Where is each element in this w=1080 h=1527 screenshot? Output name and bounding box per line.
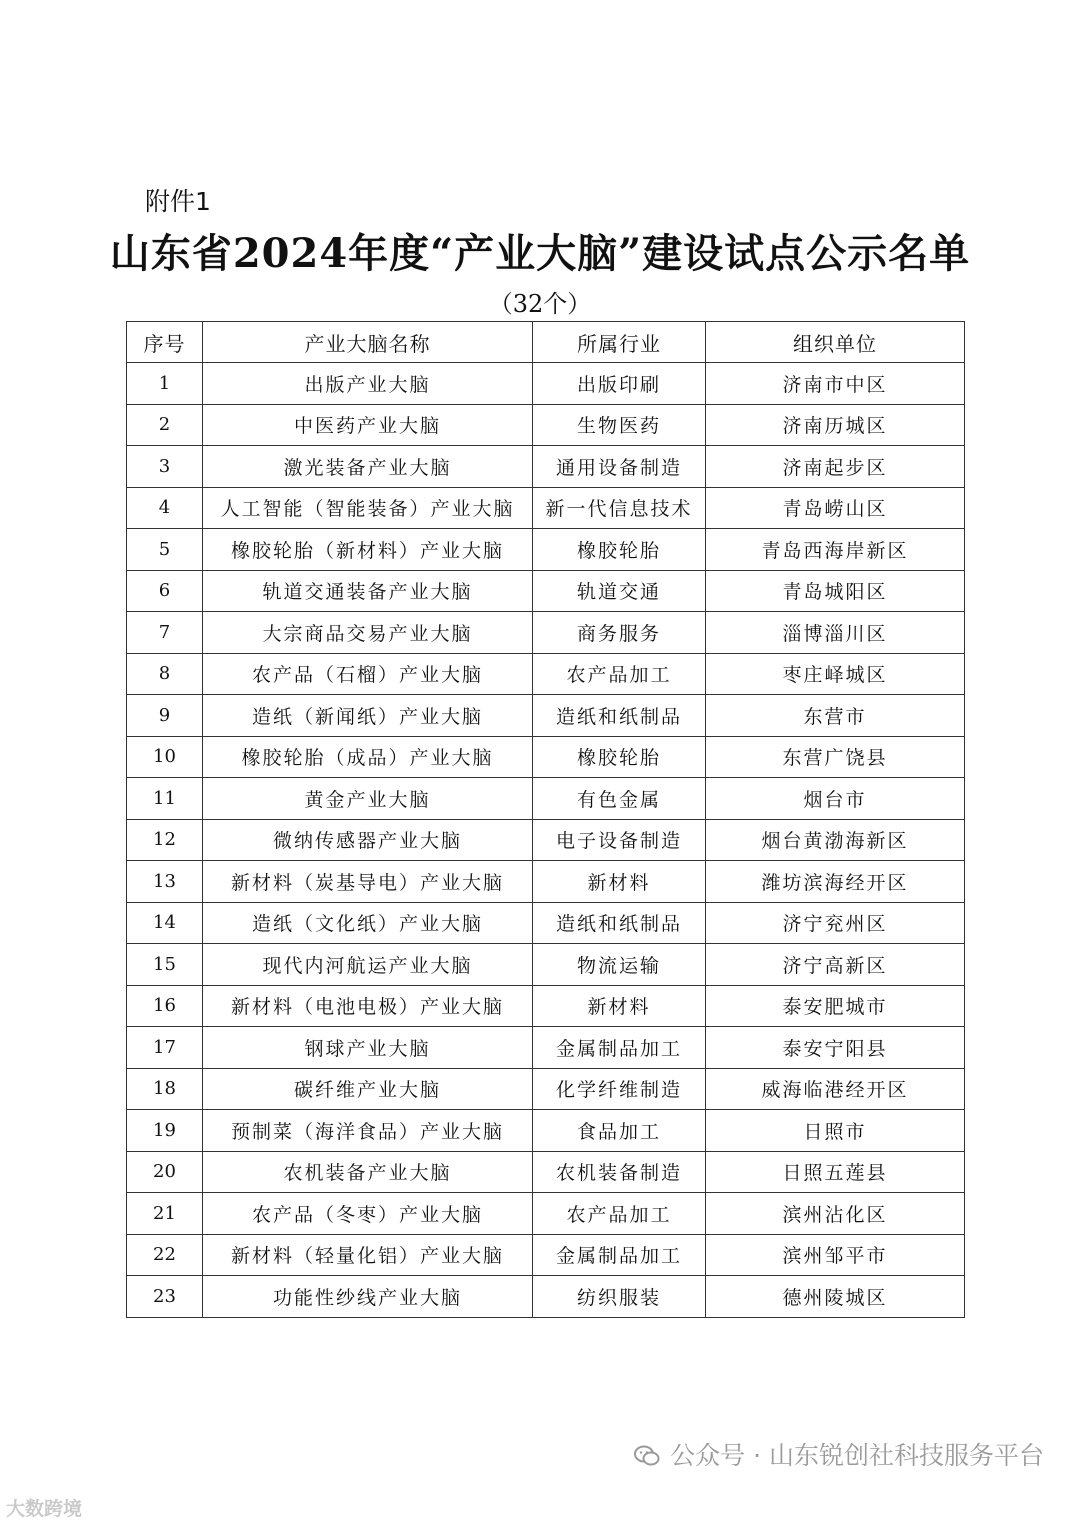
industry-cell: 食品加工: [533, 1110, 706, 1152]
watermark-left: 大数跨境: [6, 1498, 83, 1520]
table-row: [127, 1193, 965, 1235]
organization-cell: 威海临港经开区: [706, 1068, 965, 1110]
industry-cell: 农产品加工: [533, 1193, 706, 1235]
table-row: [127, 1027, 965, 1069]
industry-cell: 造纸和纸制品: [533, 902, 706, 944]
table-row: [127, 985, 965, 1027]
organization-cell: 青岛城阳区: [706, 570, 965, 612]
organization-cell: 泰安肥城市: [706, 985, 965, 1027]
index-cell: 20: [127, 1151, 203, 1193]
organization-cell: 济宁高新区: [706, 944, 965, 986]
organization-cell: 德州陵城区: [706, 1276, 965, 1318]
name-cell: 碳纤维产业大脑: [203, 1068, 533, 1110]
table-row: [127, 1151, 965, 1193]
organization-cell: 日照五莲县: [706, 1151, 965, 1193]
index-cell: 2: [127, 404, 203, 446]
name-cell: 橡胶轮胎（新材料）产业大脑: [203, 529, 533, 571]
pilot-list-table: [126, 321, 965, 1318]
wechat-icon: [634, 1445, 660, 1467]
organization-cell: 济南市中区: [706, 363, 965, 405]
name-cell: 新材料（炭基导电）产业大脑: [203, 861, 533, 903]
table-row: [127, 653, 965, 695]
index-cell: 13: [127, 861, 203, 903]
industry-cell: 轨道交通: [533, 570, 706, 612]
index-cell: 1: [127, 363, 203, 405]
organization-cell: 滨州沾化区: [706, 1193, 965, 1235]
name-cell: 橡胶轮胎（成品）产业大脑: [203, 736, 533, 778]
name-cell: 大宗商品交易产业大脑: [203, 612, 533, 654]
name-cell: 新材料（轻量化铝）产业大脑: [203, 1234, 533, 1276]
index-cell: 15: [127, 944, 203, 986]
table-row: [127, 1068, 965, 1110]
name-cell: 黄金产业大脑: [203, 778, 533, 820]
index-cell: 12: [127, 819, 203, 861]
index-cell: 8: [127, 653, 203, 695]
index-cell: 17: [127, 1027, 203, 1069]
industry-cell: 电子设备制造: [533, 819, 706, 861]
column-header-organization: 组织单位: [706, 322, 965, 363]
industry-cell: 造纸和纸制品: [533, 695, 706, 737]
index-cell: 7: [127, 612, 203, 654]
table-row: [127, 819, 965, 861]
index-cell: 10: [127, 736, 203, 778]
table-row: [127, 363, 965, 405]
index-cell: 6: [127, 570, 203, 612]
table-row: [127, 570, 965, 612]
industry-cell: 金属制品加工: [533, 1027, 706, 1069]
organization-cell: 泰安宁阳县: [706, 1027, 965, 1069]
organization-cell: 日照市: [706, 1110, 965, 1152]
organization-cell: 青岛崂山区: [706, 487, 965, 529]
organization-cell: 滨州邹平市: [706, 1234, 965, 1276]
index-cell: 3: [127, 446, 203, 488]
table-row: [127, 1234, 965, 1276]
industry-cell: 通用设备制造: [533, 446, 706, 488]
table-row: [127, 902, 965, 944]
table-row: [127, 944, 965, 986]
index-cell: 16: [127, 985, 203, 1027]
name-cell: 造纸（文化纸）产业大脑: [203, 902, 533, 944]
name-cell: 农机装备产业大脑: [203, 1151, 533, 1193]
table-row: [127, 612, 965, 654]
organization-cell: 东营市: [706, 695, 965, 737]
industry-cell: 农机装备制造: [533, 1151, 706, 1193]
organization-cell: 烟台市: [706, 778, 965, 820]
industry-cell: 有色金属: [533, 778, 706, 820]
table-row: [127, 778, 965, 820]
table-row: [127, 529, 965, 571]
organization-cell: 烟台黄渤海新区: [706, 819, 965, 861]
name-cell: 农产品（石榴）产业大脑: [203, 653, 533, 695]
table-row: [127, 736, 965, 778]
table-row: [127, 1276, 965, 1318]
industry-cell: 橡胶轮胎: [533, 529, 706, 571]
index-cell: 5: [127, 529, 203, 571]
table-row: [127, 487, 965, 529]
organization-cell: 潍坊滨海经开区: [706, 861, 965, 903]
industry-cell: 纺织服装: [533, 1276, 706, 1318]
name-cell: 激光装备产业大脑: [203, 446, 533, 488]
industry-cell: 商务服务: [533, 612, 706, 654]
industry-cell: 新材料: [533, 985, 706, 1027]
industry-cell: 出版印刷: [533, 363, 706, 405]
document-title: 山东省2024年度“产业大脑”建设试点公示名单: [109, 230, 971, 277]
index-cell: 9: [127, 695, 203, 737]
organization-cell: 枣庄峄城区: [706, 653, 965, 695]
name-cell: 新材料（电池电极）产业大脑: [203, 985, 533, 1027]
table-row: [127, 446, 965, 488]
name-cell: 造纸（新闻纸）产业大脑: [203, 695, 533, 737]
name-cell: 钢球产业大脑: [203, 1027, 533, 1069]
organization-cell: 青岛西海岸新区: [706, 529, 965, 571]
name-cell: 出版产业大脑: [203, 363, 533, 405]
column-header-index: 序号: [127, 322, 203, 363]
name-cell: 预制菜（海洋食品）产业大脑: [203, 1110, 533, 1152]
index-cell: 4: [127, 487, 203, 529]
organization-cell: 济南历城区: [706, 404, 965, 446]
table-row: [127, 404, 965, 446]
table-row: [127, 861, 965, 903]
index-cell: 19: [127, 1110, 203, 1152]
document-subtitle: （32个）: [488, 290, 592, 318]
index-cell: 14: [127, 902, 203, 944]
index-cell: 22: [127, 1234, 203, 1276]
organization-cell: 济宁兖州区: [706, 902, 965, 944]
name-cell: 功能性纱线产业大脑: [203, 1276, 533, 1318]
organization-cell: 济南起步区: [706, 446, 965, 488]
organization-cell: 东营广饶县: [706, 736, 965, 778]
watermark-right-text: 公众号 · 山东锐创社科技服务平台: [670, 1441, 1044, 1470]
table-row: [127, 695, 965, 737]
industry-cell: 物流运输: [533, 944, 706, 986]
index-cell: 21: [127, 1193, 203, 1235]
column-header-name: 产业大脑名称: [203, 322, 533, 363]
name-cell: 微纳传感器产业大脑: [203, 819, 533, 861]
attachment-label: 附件1: [145, 187, 211, 216]
industry-cell: 橡胶轮胎: [533, 736, 706, 778]
organization-cell: 淄博淄川区: [706, 612, 965, 654]
table-body: [127, 363, 965, 1318]
index-cell: 23: [127, 1276, 203, 1318]
industry-cell: 新一代信息技术: [533, 487, 706, 529]
column-header-industry: 所属行业: [533, 322, 706, 363]
name-cell: 农产品（冬枣）产业大脑: [203, 1193, 533, 1235]
industry-cell: 化学纤维制造: [533, 1068, 706, 1110]
table-header-row: [127, 322, 965, 363]
name-cell: 轨道交通装备产业大脑: [203, 570, 533, 612]
index-cell: 18: [127, 1068, 203, 1110]
industry-cell: 生物医药: [533, 404, 706, 446]
index-cell: 11: [127, 778, 203, 820]
name-cell: 中医药产业大脑: [203, 404, 533, 446]
industry-cell: 农产品加工: [533, 653, 706, 695]
name-cell: 人工智能（智能装备）产业大脑: [203, 487, 533, 529]
industry-cell: 金属制品加工: [533, 1234, 706, 1276]
table-row: [127, 1110, 965, 1152]
watermark-right: [634, 1436, 1044, 1472]
name-cell: 现代内河航运产业大脑: [203, 944, 533, 986]
industry-cell: 新材料: [533, 861, 706, 903]
